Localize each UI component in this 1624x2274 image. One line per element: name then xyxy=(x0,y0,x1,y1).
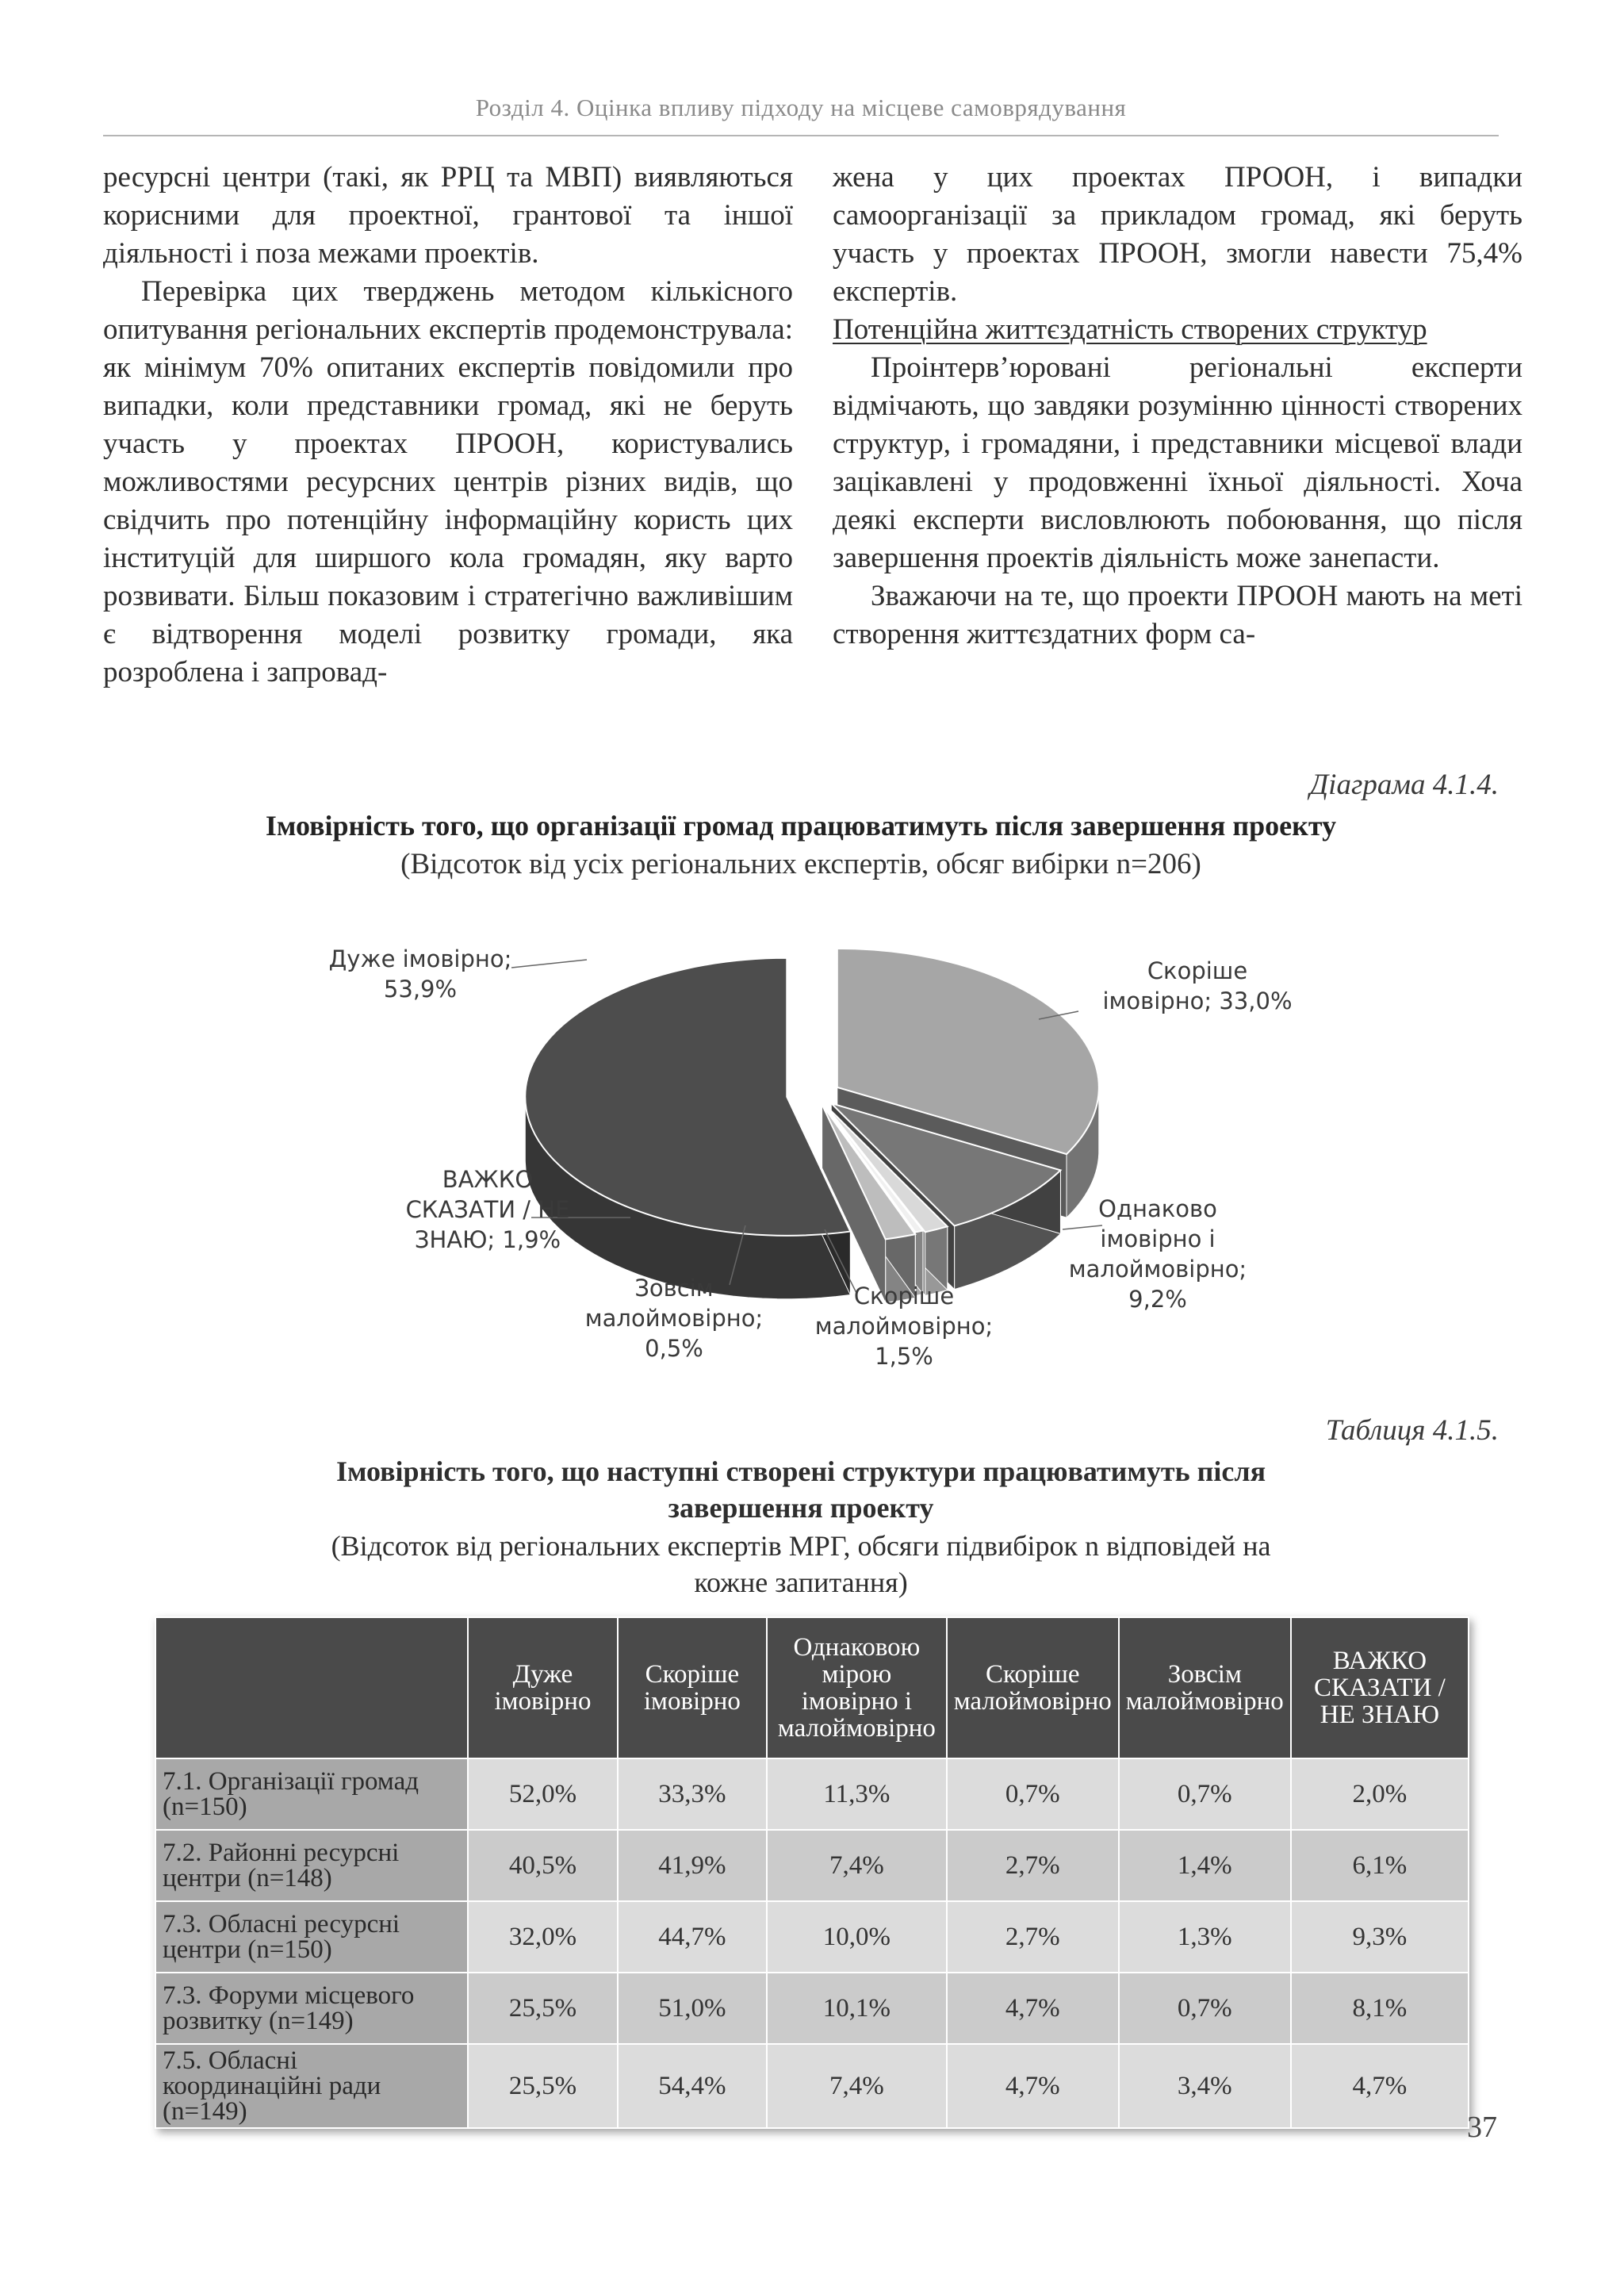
table-cell: 4,7% xyxy=(947,1973,1119,2044)
table-row-label: 7.3. Обласні ресурсні центри (n=150) xyxy=(155,1901,468,1973)
pie-chart xyxy=(301,912,1332,1404)
header-divider xyxy=(103,135,1499,136)
pie-label-rather-likely-line1: Скоріше xyxy=(1147,957,1248,984)
pie-label-hard-to-say xyxy=(389,1164,587,1255)
table-cell: 2,0% xyxy=(1291,1758,1469,1830)
pie-label-very-unlikely xyxy=(571,1273,777,1363)
left-paragraph-1: ресурсні центри (такі, як РРЦ та МВП) виявляються корисними для проектної, грантової та іншої діяльності і поза межами проектів. xyxy=(103,161,793,270)
pie-label-equally-line1: Однаково xyxy=(1098,1195,1217,1222)
left-paragraph-2: Перевірка цих тверджень методом кількісного опитування регіональних експертів продемонструвала: як мінімум 70% опитаних експертів повідомили про випадки, коли представники громад, які не беруть участь у проектах ПРООН, користувались можливостями ресурсних центрів різних видів, що свідчить про потенційну інформаційну користь цих інституцій для ширшого кола громадян, яку варто розвивати. Більш показовим і стратегічно важливішим є відтворення моделі розвитку громади, яка розроблена і запровад- xyxy=(103,275,793,688)
table-cell: 54,4% xyxy=(618,2044,767,2128)
table-cell: 10,1% xyxy=(767,1973,947,2044)
table-cell: 1,4% xyxy=(1119,1830,1291,1901)
table-row xyxy=(155,1758,1469,1830)
pie-label-very-unlikely-line1: Зовсім xyxy=(634,1275,714,1302)
table-cell: 52,0% xyxy=(468,1758,617,1830)
table-cell: 10,0% xyxy=(767,1901,947,1973)
table-cell: 9,3% xyxy=(1291,1901,1469,1973)
table-row-label: 7.2. Районні ресурсні центри (n=148) xyxy=(155,1830,468,1901)
table-title xyxy=(198,1453,1404,1526)
table-cell: 7,4% xyxy=(767,2044,947,2128)
table-cell: 25,5% xyxy=(468,2044,617,2128)
table-cell: 41,9% xyxy=(618,1830,767,1901)
pie-label-rather-unlikely-value: 1,5% xyxy=(875,1343,933,1370)
table-row xyxy=(155,1901,1469,1973)
table-cell: 0,7% xyxy=(1119,1973,1291,2044)
table-header-cell: Однаковою мірою імовірно і малоймовірно xyxy=(767,1617,947,1758)
table-header-cell: Скоріше малоймовірно xyxy=(947,1617,1119,1758)
pie-label-rather-unlikely-line1: Скоріше xyxy=(853,1283,955,1310)
table-cell: 44,7% xyxy=(618,1901,767,1973)
table-cell: 25,5% xyxy=(468,1973,617,2044)
pie-label-hard-to-say-line2: СКАЗАТИ / НЕ xyxy=(405,1196,570,1223)
table-cell: 6,1% xyxy=(1291,1830,1469,1901)
table-header-row xyxy=(155,1617,1469,1758)
data-table xyxy=(155,1616,1469,2129)
pie-label-very-likely-line1: Дуже імовірно; xyxy=(328,945,512,972)
right-paragraph-1: жена у цих проектах ПРООН, і випадки самоорганізації за прикладом громад, які беруть участь у проектах ПРООН, змогли навести 75,4% експертів. xyxy=(833,161,1522,308)
table-row-label: 7.1. Організації громад (n=150) xyxy=(155,1758,468,1830)
table-cell: 32,0% xyxy=(468,1901,617,1973)
table-header-cell xyxy=(155,1617,468,1758)
table-cell: 0,7% xyxy=(1119,1758,1291,1830)
pie-label-equally-value: 9,2% xyxy=(1128,1286,1187,1313)
table-subtitle-line1: (Відсоток від регіональних експертів МРГ, обсяги підвибірок n відповідей на xyxy=(331,1530,1271,1562)
table-subtitle xyxy=(198,1528,1404,1601)
section-heading xyxy=(833,311,1522,349)
right-paragraph-2: Проінтерв’юровані регіональні експерти відмічають, що завдяки розумінню цінності створених структур, і громадяни, і представники місцевої влади зацікавлені у продовженні їхньої діяльності. Хоча деякі експерти висловлюють побоювання, що після завершення проектів діяльність може занепасти. xyxy=(833,351,1522,574)
table-header-cell: Дуже імовірно xyxy=(468,1617,617,1758)
pie-label-hard-to-say-value: ЗНАЮ; 1,9% xyxy=(414,1226,561,1253)
table-cell: 8,1% xyxy=(1291,1973,1469,2044)
pie-label-rather-unlikely xyxy=(801,1281,1007,1371)
table-cell: 2,7% xyxy=(947,1901,1119,1973)
figure-subtitle: (Відсоток від усіх регіональних експертів, обсяг вибірки n=206) xyxy=(400,848,1201,880)
table-cell: 0,7% xyxy=(947,1758,1119,1830)
table-cell: 40,5% xyxy=(468,1830,617,1901)
figure-title: Імовірність того, що організації громад працюватимуть після завершення проекту xyxy=(265,810,1337,842)
figure-label: Діаграма 4.1.4. xyxy=(1309,769,1499,801)
pie-label-very-likely xyxy=(301,944,539,1004)
table-title-line1: Імовірність того, що наступні створені структури працюватимуть після xyxy=(335,1455,1266,1487)
section-heading-text: Потенційна життєздатність створених структур xyxy=(833,313,1427,346)
pie-label-very-unlikely-value: 0,5% xyxy=(645,1335,703,1362)
table-cell: 1,3% xyxy=(1119,1901,1291,1973)
table-cell: 33,3% xyxy=(618,1758,767,1830)
table-title-line2: завершення проекту xyxy=(668,1492,934,1524)
pie-label-equally xyxy=(1055,1194,1261,1314)
table-header-cell: ВАЖКО СКАЗАТИ / НЕ ЗНАЮ xyxy=(1291,1617,1469,1758)
pie-label-equally-line3: малоймовірно; xyxy=(1068,1256,1247,1283)
pie-label-very-unlikely-line2: малоймовірно; xyxy=(584,1305,764,1332)
table-cell: 11,3% xyxy=(767,1758,947,1830)
table-row xyxy=(155,1830,1469,1901)
pie-label-very-likely-value: 53,9% xyxy=(383,976,458,1003)
running-header: Розділ 4. Оцінка впливу підходу на місцеве самоврядування xyxy=(475,94,1127,121)
table-row xyxy=(155,2044,1469,2128)
table-label: Таблиця 4.1.5. xyxy=(1325,1414,1499,1447)
table-cell: 51,0% xyxy=(618,1973,767,2044)
pie-label-equally-line2: імовірно і xyxy=(1100,1225,1216,1252)
table-cell: 2,7% xyxy=(947,1830,1119,1901)
page-number: 37 xyxy=(1467,2111,1497,2144)
table-row xyxy=(155,1973,1469,2044)
table-header-cell: Скоріше імовірно xyxy=(618,1617,767,1758)
table-header-cell: Зовсім малоймовірно xyxy=(1119,1617,1291,1758)
table-cell: 3,4% xyxy=(1119,2044,1291,2128)
table-row-label: 7.5. Обласні координаційні ради (n=149) xyxy=(155,2044,468,2128)
left-text-column xyxy=(103,159,793,692)
pie-label-hard-to-say-line1: ВАЖКО xyxy=(442,1166,534,1193)
right-text-column xyxy=(833,159,1522,654)
table-cell: 4,7% xyxy=(1291,2044,1469,2128)
right-paragraph-3: Зважаючи на те, що проекти ПРООН мають на меті створення життєздатних форм са- xyxy=(833,580,1522,650)
table-row-label: 7.3. Форуми місцевого розвитку (n=149) xyxy=(155,1973,468,2044)
table-cell: 4,7% xyxy=(947,2044,1119,2128)
table-subtitle-line2: кожне запитання) xyxy=(694,1566,908,1598)
pie-label-rather-unlikely-line2: малоймовірно; xyxy=(814,1313,994,1340)
pie-label-rather-likely xyxy=(1078,956,1316,1016)
table-cell: 7,4% xyxy=(767,1830,947,1901)
pie-label-rather-likely-value: імовірно; 33,0% xyxy=(1102,987,1293,1014)
